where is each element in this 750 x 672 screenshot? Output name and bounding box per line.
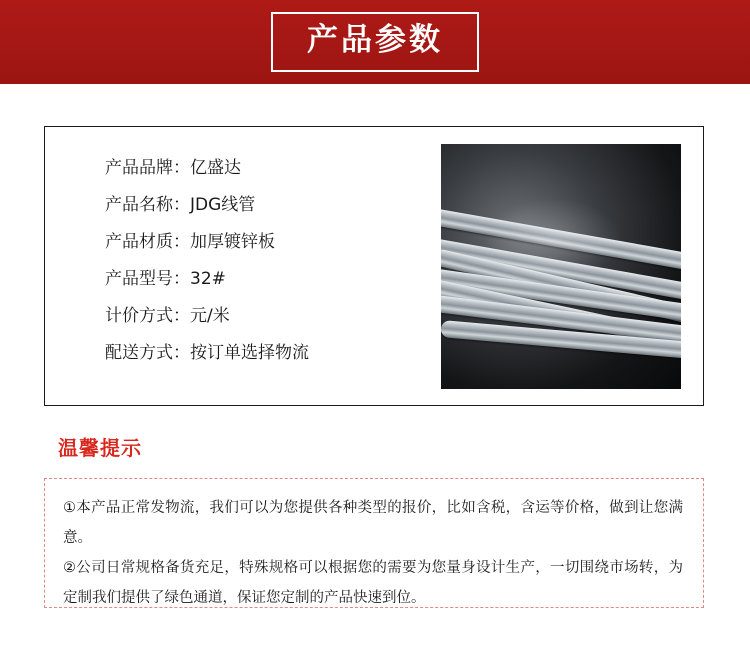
- spec-colon: ：: [173, 195, 190, 215]
- tip-line-1: ①本产品正常发物流，我们可以为您提供各种类型的报价，比如含税，含运等价格，做到让您满意。: [63, 500, 683, 546]
- spec-value-brand: 亿盛达: [190, 158, 241, 178]
- spec-row: [105, 153, 435, 190]
- banner-title-frame: [271, 12, 479, 72]
- spec-label-name: 产品名称: [105, 195, 173, 215]
- spec-row: [105, 264, 435, 301]
- spec-value-material: 加厚镀锌板: [190, 232, 275, 252]
- header-banner: [0, 0, 750, 84]
- spec-label-material: 产品材质: [105, 232, 173, 252]
- spec-colon: ：: [173, 158, 190, 178]
- spec-row: [105, 227, 435, 264]
- page-title: 产品参数: [307, 22, 443, 58]
- spec-colon: ：: [173, 269, 190, 289]
- spec-label-pricing: 计价方式: [105, 306, 173, 326]
- product-photo: [441, 144, 681, 389]
- spec-value-delivery: 按订单选择物流: [190, 343, 309, 363]
- spec-row: [105, 338, 435, 375]
- spec-list: [105, 153, 435, 375]
- tip-line-2: ②公司日常规格备货充足，特殊规格可以根据您的需要为您量身设计生产，一切围绕市场转，为定制我们提供了绿色通道，保证您定制的产品快速到位。: [63, 560, 683, 606]
- spec-colon: ：: [173, 306, 190, 326]
- spec-label-delivery: 配送方式: [105, 343, 173, 363]
- spec-row: [105, 301, 435, 338]
- spec-value-name: JDG线管: [190, 195, 256, 215]
- tips-title: 温馨提示: [58, 436, 142, 460]
- spec-value-model: 32#: [190, 269, 226, 289]
- tips-box: [44, 478, 704, 608]
- spec-card: [44, 126, 704, 406]
- spec-colon: ：: [173, 232, 190, 252]
- spec-row: [105, 190, 435, 227]
- spec-label-model: 产品型号: [105, 269, 173, 289]
- spec-value-pricing: 元/米: [190, 306, 230, 326]
- spec-label-brand: 产品品牌: [105, 158, 173, 178]
- spec-colon: ：: [173, 343, 190, 363]
